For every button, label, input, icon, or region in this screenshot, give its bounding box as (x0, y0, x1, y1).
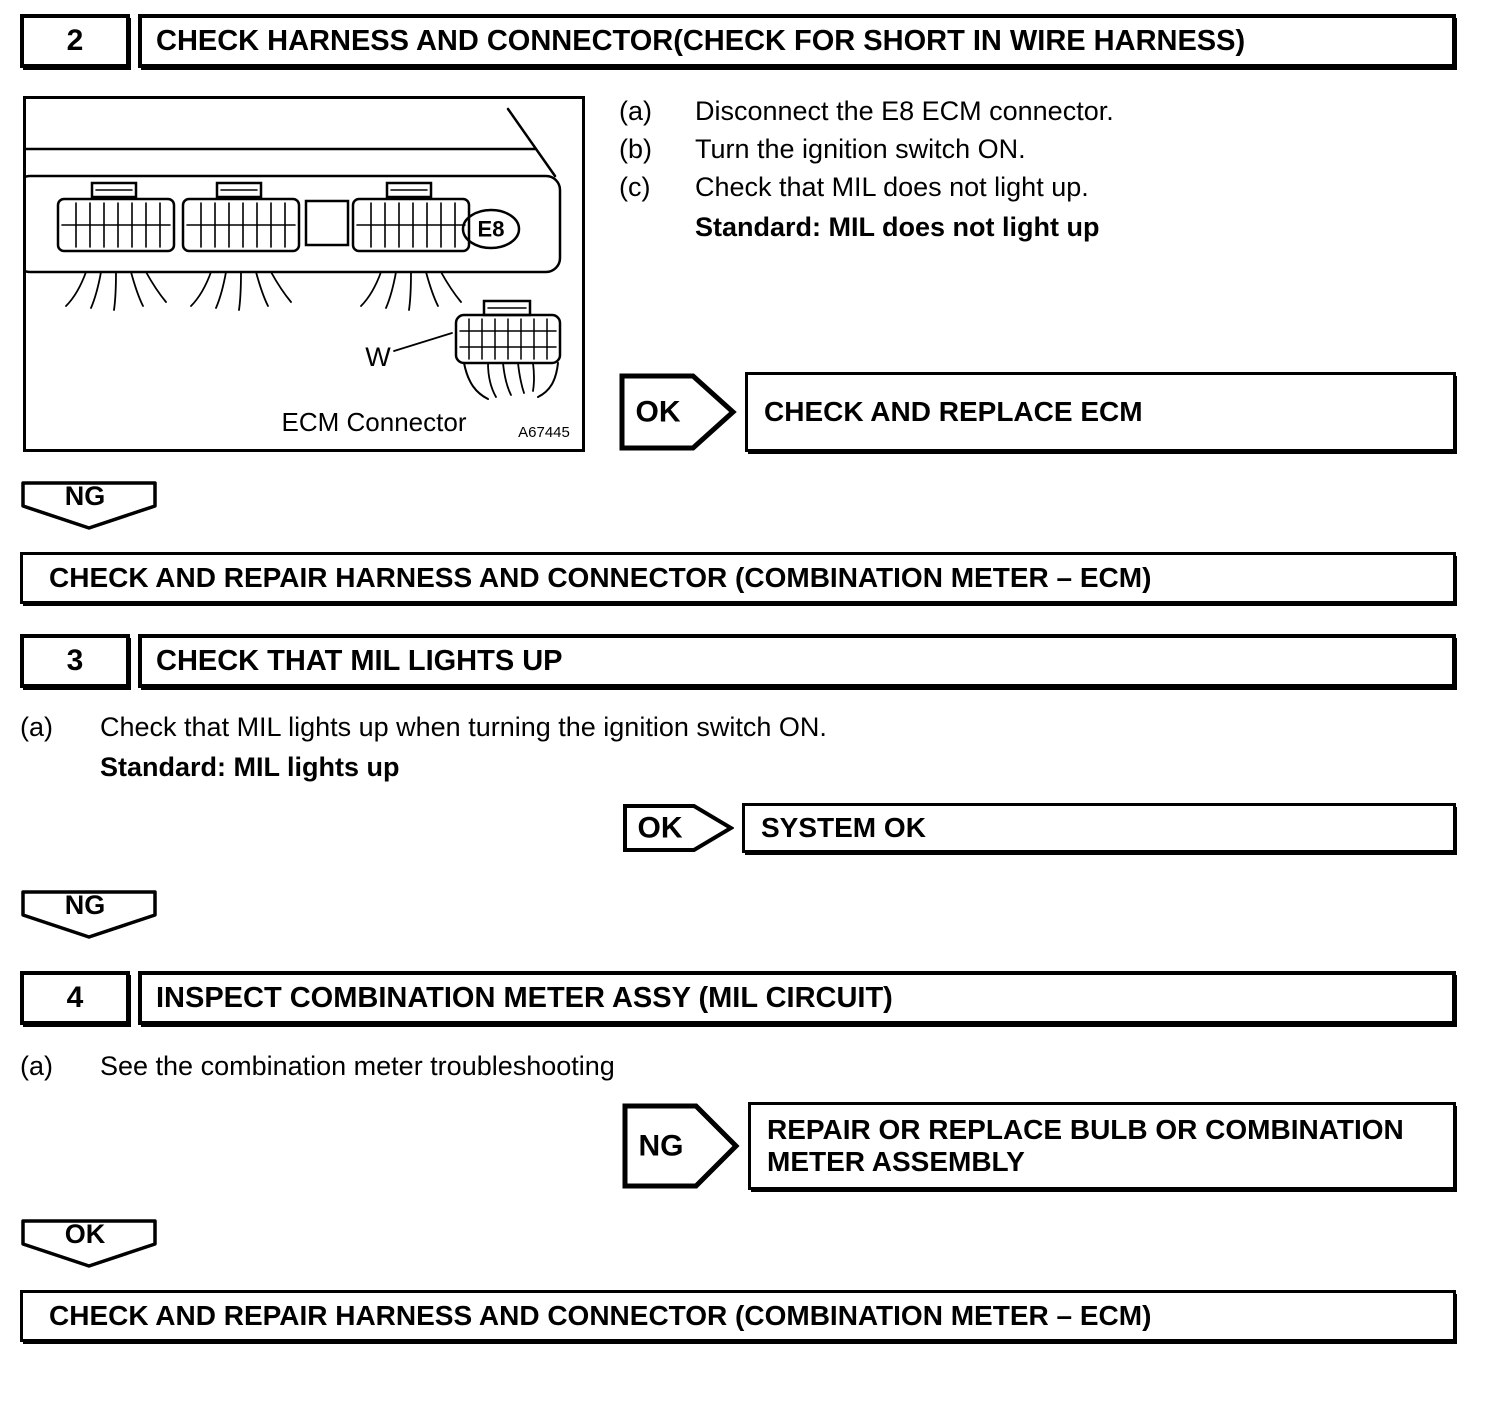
step4-number: 4 (20, 971, 130, 1025)
step3-header (20, 634, 1456, 688)
ecm-connector-drawing (26, 99, 582, 449)
instruction-text: Disconnect the E8 ECM connector. (695, 96, 1114, 126)
step3-number: 3 (20, 634, 130, 688)
instruction-index: (a) (20, 1051, 53, 1081)
step2-instructions (619, 96, 1456, 203)
step2-body (23, 96, 1456, 452)
step2-header (20, 14, 1456, 68)
service-manual-page (0, 14, 1504, 1412)
step3-instructions (20, 712, 1456, 743)
step2-ng-result-text: CHECK AND REPAIR HARNESS AND CONNECTOR (COMBINATION METER – ECM) (49, 562, 1152, 593)
step2-ok-result-text: CHECK AND REPLACE ECM (764, 395, 1143, 427)
step3-title: CHECK THAT MIL LIGHTS UP (138, 634, 1456, 688)
instruction-text: Check that MIL does not light up. (695, 172, 1089, 202)
step2-ok-row (619, 372, 1456, 452)
ecm-top-edge (26, 109, 555, 176)
ng-flag-label: NG (64, 481, 106, 511)
step4-ng-row (622, 1102, 1456, 1190)
step3-standard: Standard: MIL lights up (100, 752, 400, 782)
instruction-index: (b) (619, 134, 652, 164)
step4-instructions (20, 1051, 1456, 1082)
ok-arrow-label: OK (637, 811, 683, 845)
figure-caption: ECM Connector (281, 407, 467, 437)
instruction-index: (a) (20, 712, 53, 742)
ng-flag (20, 889, 158, 941)
ng-arrow (622, 1102, 740, 1190)
instruction-text: Check that MIL lights up when turning the ignition switch ON. (100, 712, 827, 742)
step3-ok-result-box (742, 803, 1456, 853)
instruction-text: Turn the ignition switch ON. (695, 134, 1026, 164)
step4-ok-result-bar (20, 1290, 1456, 1342)
step4-ok-result-text: CHECK AND REPAIR HARNESS AND CONNECTOR (COMBINATION METER – ECM) (49, 1300, 1152, 1331)
step4-header (20, 971, 1456, 1025)
w-label: W (365, 342, 391, 372)
step3-ok-result-text: SYSTEM OK (761, 811, 926, 843)
ok-flag (20, 1218, 158, 1270)
step2-ok-result-box (745, 372, 1456, 452)
instruction-index: (c) (619, 172, 651, 202)
step2-instructions-column (619, 96, 1456, 452)
step3-ok-row (622, 803, 1456, 853)
ng-flag-label: NG (64, 890, 106, 920)
step2-standard: Standard: MIL does not light up (695, 212, 1100, 242)
e8-label: E8 (477, 216, 505, 242)
instruction-text: See the combination meter troubleshooting (100, 1051, 615, 1081)
instruction-index: (a) (619, 96, 652, 126)
ok-arrow (622, 803, 734, 853)
ok-arrow-label: OK (635, 395, 681, 429)
ng-flag (20, 480, 158, 532)
step2-number: 2 (20, 14, 130, 68)
step4-ng-result-box (748, 1102, 1456, 1190)
step4-title: INSPECT COMBINATION METER ASSY (MIL CIRCUIT) (138, 971, 1456, 1025)
figure-id: A67445 (518, 424, 570, 441)
ok-flag-label: OK (64, 1219, 106, 1249)
ng-arrow-label: NG (638, 1129, 684, 1163)
ecm-connector-figure (23, 96, 585, 452)
step2-ng-result-bar (20, 552, 1456, 604)
step4-ng-result-text: REPAIR OR REPLACE BULB OR COMBINATION METER ASSEMBLY (767, 1113, 1404, 1177)
ok-arrow (619, 372, 737, 452)
step2-title: CHECK HARNESS AND CONNECTOR(CHECK FOR SHORT IN WIRE HARNESS) (138, 14, 1456, 68)
